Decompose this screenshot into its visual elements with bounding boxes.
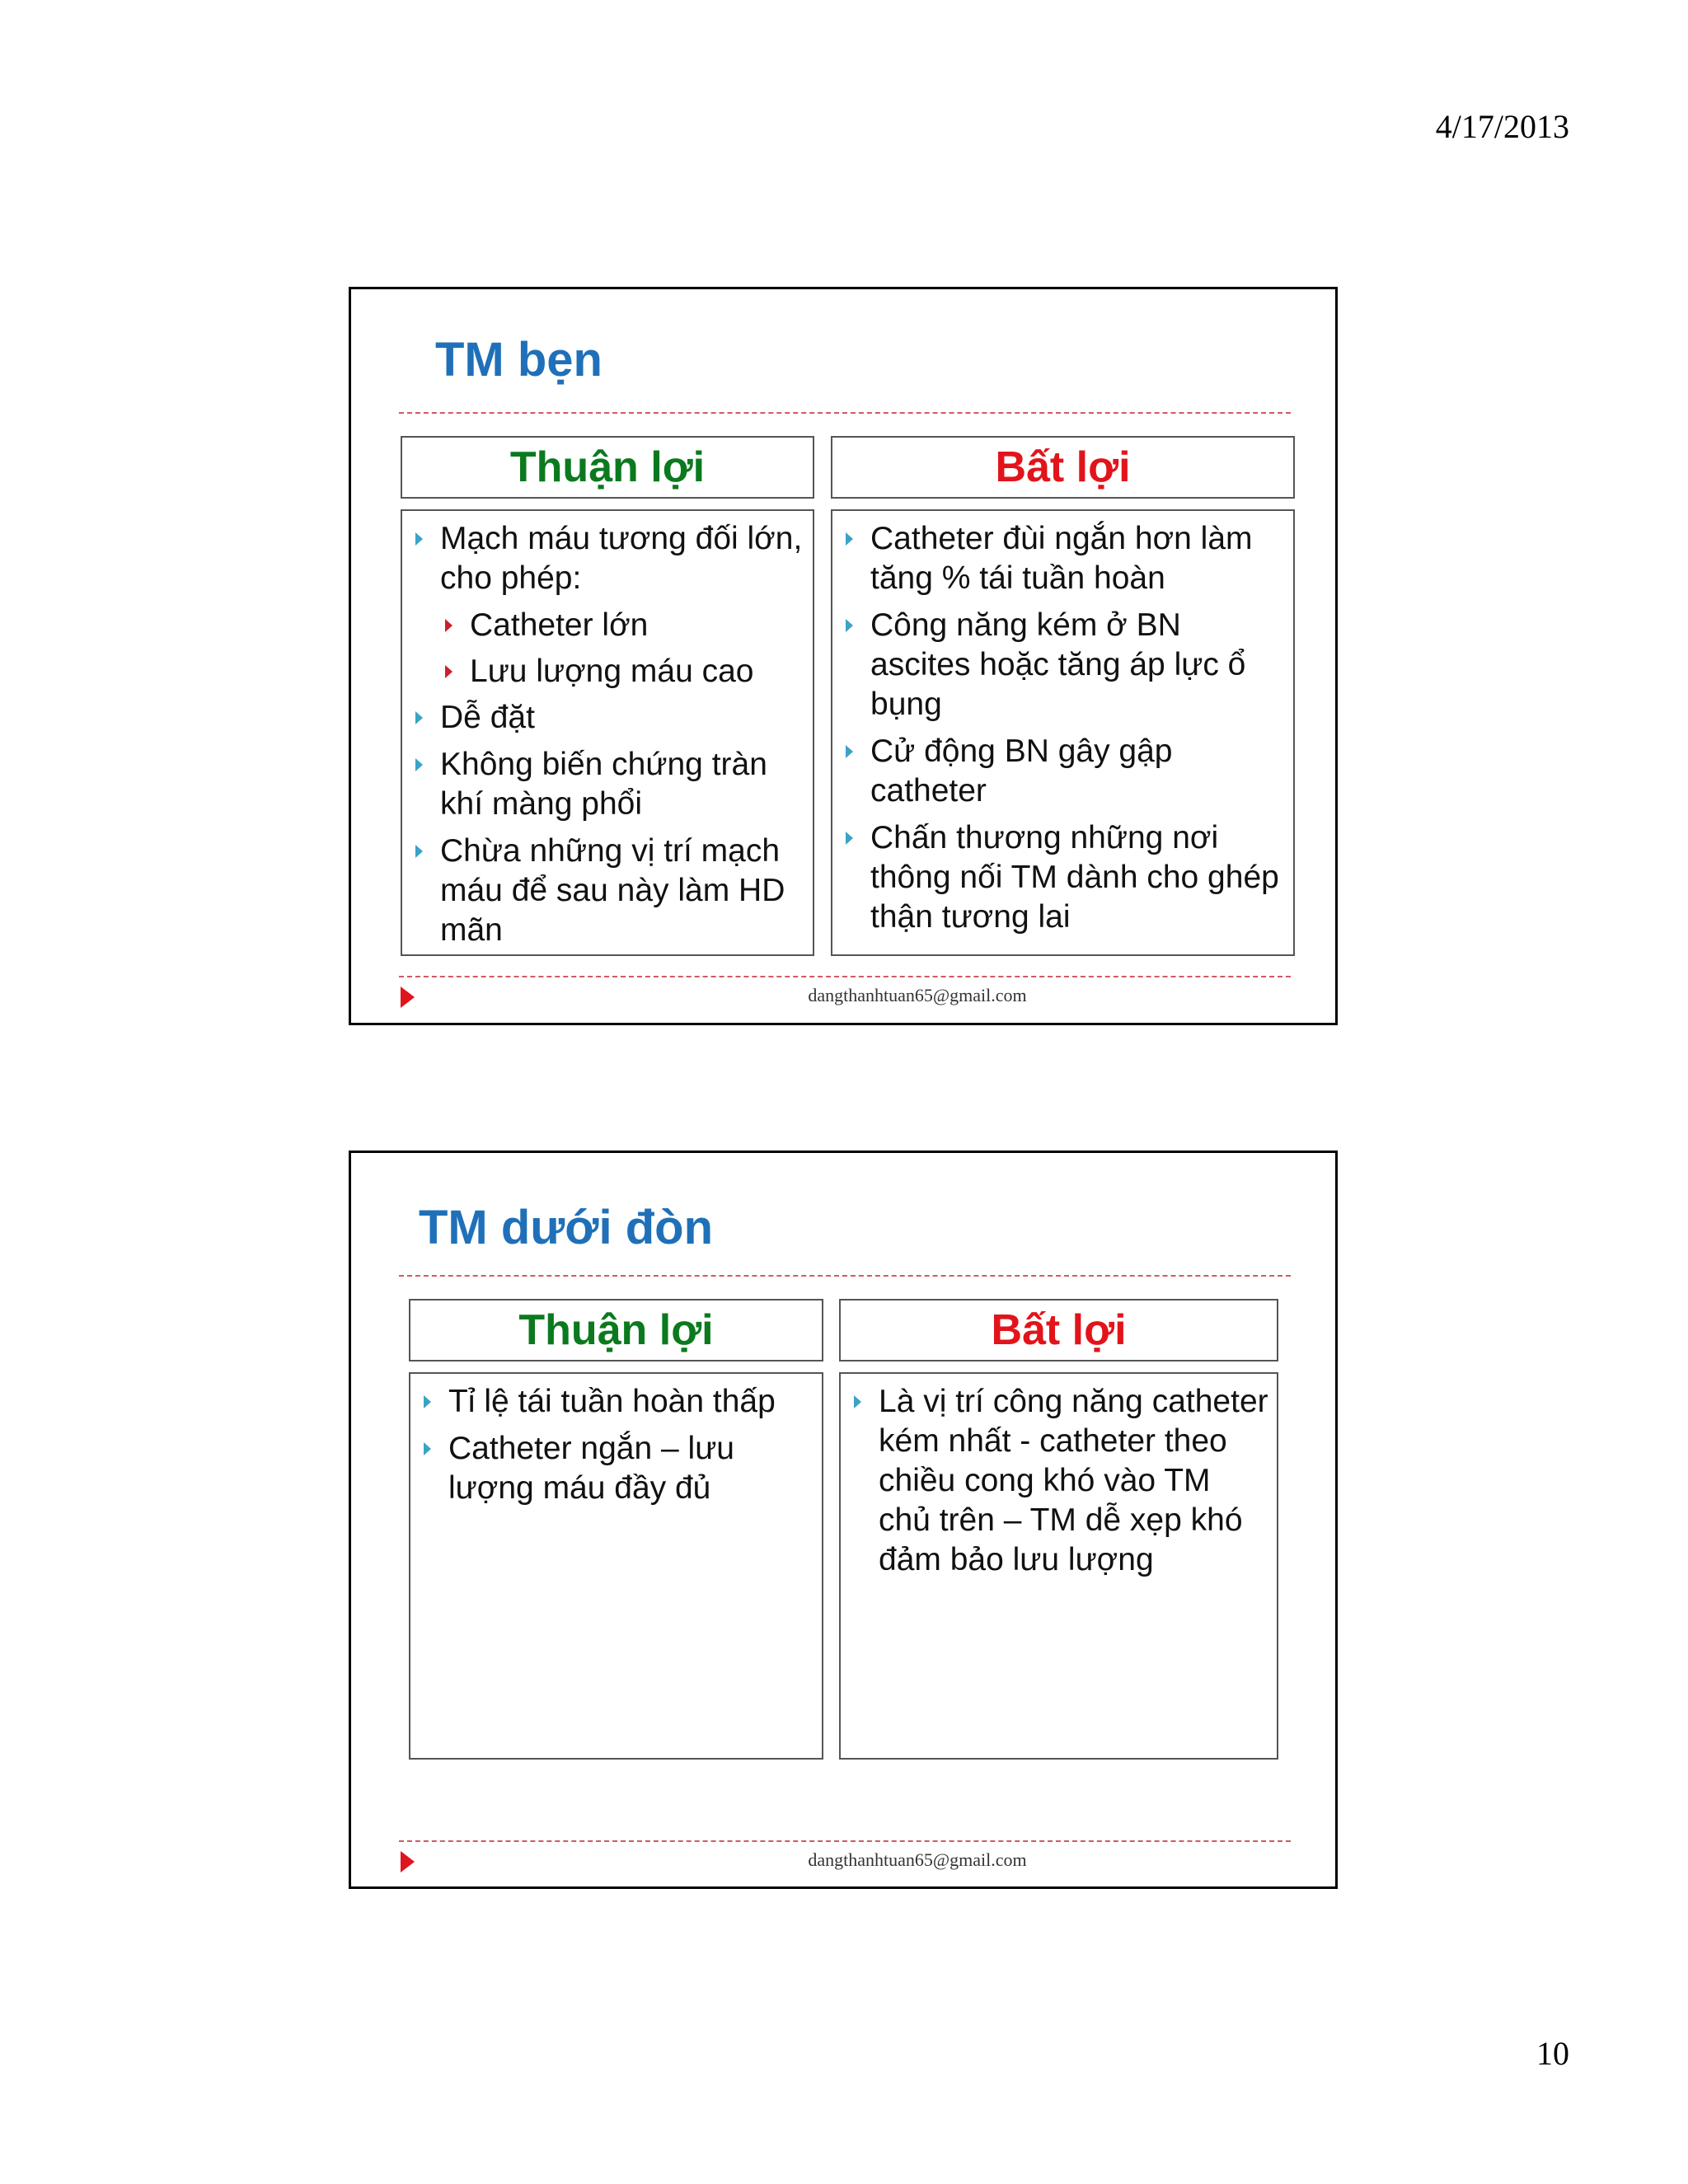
list-item: Mạch máu tương đối lớn, cho phép:: [402, 519, 804, 598]
list-item: Không biến chứng tràn khí màng phổi: [402, 745, 804, 824]
bullet-arrow-icon: [846, 745, 853, 758]
title-divider: [399, 1275, 1291, 1277]
bullet-arrow-icon: [846, 532, 853, 546]
list-item: Catheter đùi ngắn hơn làm tăng % tái tuần hoàn: [832, 519, 1285, 598]
list-item: Dễ đặt: [402, 698, 804, 738]
page-date: 4/17/2013: [1435, 108, 1569, 145]
cons-heading: Bất lợi: [831, 436, 1295, 499]
slide-title: TM bẹn: [435, 333, 603, 387]
slide-tm-duoi-don: [349, 1151, 1338, 1889]
slide-title: TM dưới đòn: [419, 1201, 714, 1254]
cons-list: [839, 1372, 1278, 1760]
footer-divider: [399, 1840, 1291, 1842]
title-divider: [399, 412, 1291, 414]
list-item: Chấn thương những nơi thông nối TM dành cho ghép thận tương lai: [832, 818, 1285, 937]
list-item: Là vị trí công năng catheter kém nhất - catheter theo chiều cong khó vào TM chủ trên – TM dễ xẹp khó đảm bảo lưu lượng: [841, 1382, 1268, 1580]
pros-list: [409, 1372, 823, 1760]
bullet-arrow-icon: [846, 832, 853, 845]
bullet-arrow-icon: [415, 711, 423, 724]
footer-email: dangthanhtuan65@gmail.com: [808, 985, 1027, 1005]
pros-list: [401, 509, 814, 956]
cons-list: [831, 509, 1295, 956]
sub-list-item: Catheter lớn: [402, 606, 804, 645]
bullet-arrow-icon: [854, 1395, 861, 1408]
pros-heading: Thuận lợi: [409, 1299, 823, 1361]
list-item: Tỉ lệ tái tuần hoàn thấp: [410, 1382, 814, 1422]
bullet-arrow-icon: [415, 532, 423, 546]
list-item: Catheter ngắn – lưu lượng máu đầy đủ: [410, 1429, 814, 1508]
list-item: Cử động BN gây gập catheter: [832, 732, 1285, 811]
bullet-arrow-icon: [445, 665, 452, 678]
cons-heading: Bất lợi: [839, 1299, 1278, 1361]
bullet-arrow-icon: [445, 619, 452, 632]
list-item: Công năng kém ở BN ascites hoặc tăng áp lực ổ bụng: [832, 606, 1285, 724]
bullet-arrow-icon: [415, 845, 423, 858]
slide-tm-ben: [349, 287, 1338, 1025]
pros-heading: Thuận lợi: [401, 436, 814, 499]
bullet-arrow-icon: [424, 1395, 431, 1408]
page-number: 10: [1536, 2035, 1569, 2072]
list-item: Chừa những vị trí mạch máu để sau này làm HD mãn: [402, 832, 804, 950]
sub-list-item: Lưu lượng máu cao: [402, 652, 804, 691]
footer-email: dangthanhtuan65@gmail.com: [808, 1849, 1027, 1870]
footer-divider: [399, 976, 1291, 977]
bullet-arrow-icon: [424, 1442, 431, 1455]
bullet-arrow-icon: [415, 758, 423, 771]
bullet-arrow-icon: [846, 619, 853, 632]
